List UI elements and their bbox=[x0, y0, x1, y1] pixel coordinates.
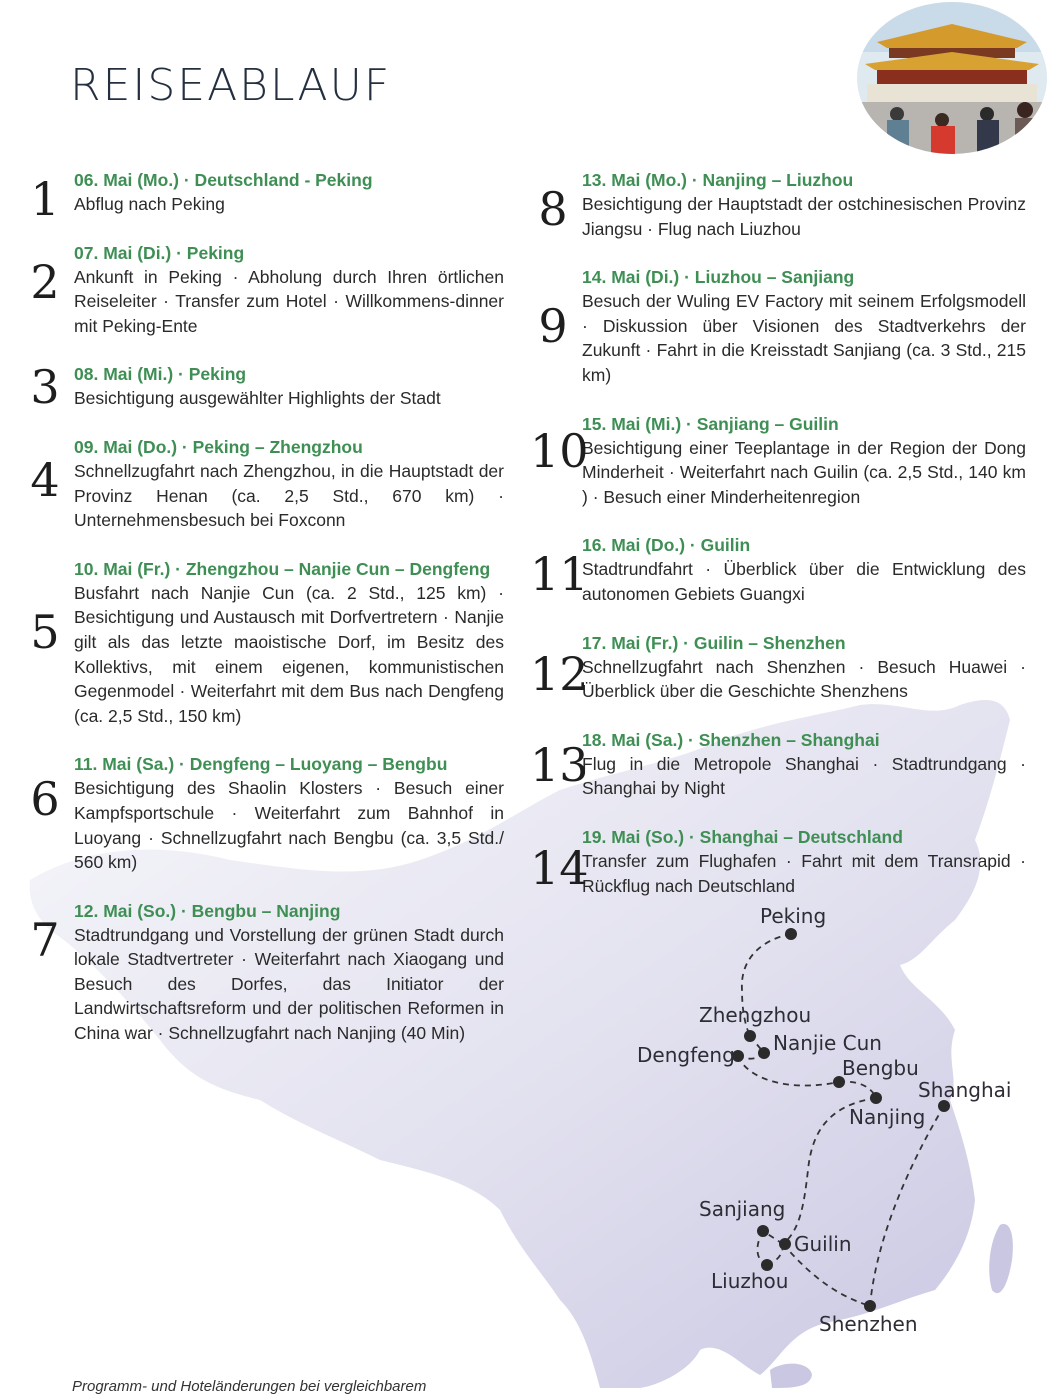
day-heading: 06. Mai (Mo.) · Deutschland - Peking bbox=[74, 170, 373, 190]
day-5 bbox=[22, 557, 504, 729]
hainan-shape bbox=[770, 1364, 812, 1388]
day-12 bbox=[530, 631, 1026, 704]
day-description: Besichtigung der Hauptstadt der ostchinesischen Provinz Jiangsu · Flug nach Liuzhou bbox=[582, 194, 1026, 239]
day-number: 9 bbox=[538, 299, 568, 354]
city-label-sanjiang: Sanjiang bbox=[699, 1197, 786, 1221]
day-11 bbox=[530, 533, 1026, 606]
city-label-peking: Peking bbox=[760, 904, 827, 928]
day-9 bbox=[530, 265, 1026, 387]
city-dot-peking bbox=[785, 928, 797, 940]
day-14 bbox=[530, 825, 1026, 898]
itinerary-column-right bbox=[530, 168, 1026, 898]
day-heading: 07. Mai (Di.) · Peking bbox=[74, 242, 245, 263]
city-dot-nanjie-cun bbox=[758, 1047, 770, 1059]
day-2 bbox=[22, 241, 504, 339]
day-heading: 15. Mai (Mi.) · Sanjiang – Guilin bbox=[582, 413, 839, 434]
day-description: Stadtrundgang und Vorstellung der grünen Stadt durch lokale Stadtvertreter · Weiterfahrt nach Xiaogang und Besuch des Dorfes, das Initiator der Landwirtschaftsreform und der politischen Reformen in China war · Schnellzugfahrt nach Nanjing (40 Min) bbox=[74, 924, 504, 1044]
day-description: Schnellzugfahrt nach Zhengzhou, in die Hauptstadt der Provinz Henan (ca. 2,5 Std., 670 km) · Unternehmensbesuch bei Foxconn bbox=[74, 460, 504, 531]
day-description: Flug in die Metropole Shanghai · Stadtrundgang · Shanghai by Night bbox=[582, 753, 1026, 799]
photo-illustration bbox=[857, 2, 1047, 154]
day-heading: 16. Mai (Do.) · Guilin bbox=[582, 535, 751, 556]
day-8 bbox=[530, 168, 1026, 241]
day-number: 11 bbox=[530, 547, 589, 602]
day-number: 14 bbox=[530, 840, 589, 895]
city-label-nanjie-cun: Nanjie Cun bbox=[773, 1031, 882, 1055]
city-label-liuzhou: Liuzhou bbox=[711, 1269, 789, 1293]
day-heading: 19. Mai (So.) · Shanghai – Deutschland bbox=[582, 826, 903, 847]
itinerary-column-left bbox=[22, 168, 504, 1046]
day-1 bbox=[22, 168, 504, 226]
day-10 bbox=[530, 412, 1026, 510]
city-dot-sanjiang bbox=[757, 1225, 769, 1237]
day-description: Stadtrundfahrt · Überblick über die Entwicklung des autonomen Gebiets Guangxi bbox=[582, 559, 1026, 604]
day-heading: 11. Mai (Sa.) · Dengfeng – Luoyang – Bengbu bbox=[74, 754, 448, 775]
day-3 bbox=[22, 360, 504, 415]
city-dot-guilin bbox=[779, 1238, 791, 1250]
day-number: 3 bbox=[30, 360, 60, 415]
day-number: 8 bbox=[538, 182, 568, 236]
city-label-zhengzhou: Zhengzhou bbox=[699, 1003, 812, 1027]
day-heading: 12. Mai (So.) · Bengbu – Nanjing bbox=[74, 900, 341, 921]
day-description: Abflug nach Peking bbox=[74, 194, 225, 214]
day-number: 1 bbox=[30, 172, 60, 226]
day-description: Besichtigung einer Teeplantage in der Region der Dong Minderheit · Weiterfahrt nach Guilin (ca. 2,5 Std., 140 km ) · Besuch einer Minderheitenregion bbox=[582, 437, 1026, 507]
day-description: Transfer zum Flughafen · Fahrt mit dem Transrapid · Rückflug nach Deutschland bbox=[582, 850, 1026, 896]
day-description: Besichtigung des Shaolin Klosters · Besuch einer Kampfsportschule · Weiterfahrt zum Bahnhof in Luoyang · Schnellzugfahrt nach Bengbu (ca. 3,5 Std./ 560 km) bbox=[74, 778, 504, 873]
day-description: Besuch der Wuling EV Factory mit seinem Erfolgsmodell · Diskussion über Visionen des Stadtverkehrs der Zukunft · Fahrt in die Kreisstadt Sanjiang (ca. 3 Std., 215 km) bbox=[582, 291, 1026, 385]
day-description: Besichtigung ausgewählter Highlights der Stadt bbox=[74, 388, 441, 409]
city-dot-zhengzhou bbox=[744, 1030, 756, 1042]
day-number: 10 bbox=[530, 423, 589, 478]
footer-note: Programm- und Hoteländerungen bei vergleichbarem bbox=[72, 1378, 427, 1395]
city-label-shanghai: Shanghai bbox=[918, 1078, 1012, 1102]
day-number: 5 bbox=[30, 604, 60, 659]
city-label-shenzhen: Shenzhen bbox=[819, 1312, 918, 1336]
city-dot-shenzhen bbox=[864, 1300, 876, 1312]
day-number: 2 bbox=[30, 254, 60, 309]
day-heading: 18. Mai (Sa.) · Shenzhen – Shanghai bbox=[582, 729, 880, 750]
city-label-nanjing: Nanjing bbox=[849, 1105, 926, 1129]
city-dot-nanjing bbox=[870, 1092, 882, 1104]
day-heading: 10. Mai (Fr.) · Zhengzhou – Nanjie Cun – Dengfeng bbox=[74, 558, 491, 579]
day-number: 12 bbox=[530, 646, 589, 701]
day-heading: 08. Mai (Mi.) · Peking bbox=[74, 364, 247, 385]
day-number: 4 bbox=[30, 452, 60, 507]
day-heading: 09. Mai (Do.) · Peking – Zhengzhou bbox=[74, 436, 363, 457]
day-description: Ankunft in Peking · Abholung durch Ihren örtlichen Reiseleiter · Transfer zum Hotel · Willkommens-dinner mit Peking-Ente bbox=[74, 266, 504, 336]
forbidden-city-photo bbox=[857, 2, 1047, 154]
day-heading: 13. Mai (Mo.) · Nanjing – Liuzhou bbox=[582, 170, 854, 190]
day-4 bbox=[22, 435, 504, 533]
city-label-guilin: Guilin bbox=[794, 1232, 852, 1256]
day-heading: 17. Mai (Fr.) · Guilin – Shenzhen bbox=[582, 632, 846, 653]
day-6 bbox=[22, 752, 504, 874]
city-label-dengfeng: Dengfeng bbox=[637, 1043, 735, 1067]
day-13 bbox=[530, 728, 1026, 801]
day-number: 7 bbox=[30, 912, 60, 967]
day-description: Busfahrt nach Nanjie Cun (ca. 2 Std., 125 km) · Besichtigung und Austausch mit Dorfvertretern · Nanjie gilt als das letzte maoistische Dorf, im Besitz des Kollektivs, mit einem eigenen, kommunistischen Gegenmodel · Weiterfahrt mit dem Bus nach Dengfeng (ca. 2,5 Std., 150 km) bbox=[74, 582, 504, 726]
day-description: Schnellzugfahrt nach Shenzhen · Besuch Huawei · Überblick über die Geschichte Shenzhens bbox=[582, 656, 1026, 702]
day-number: 6 bbox=[30, 772, 60, 827]
day-number: 13 bbox=[530, 737, 589, 792]
taiwan-shape bbox=[989, 1224, 1013, 1293]
city-label-bengbu: Bengbu bbox=[842, 1056, 919, 1080]
day-7 bbox=[22, 899, 504, 1046]
day-heading: 14. Mai (Di.) · Liuzhou – Sanjiang bbox=[582, 267, 855, 288]
page-title: REISEABLAUF bbox=[70, 60, 392, 111]
